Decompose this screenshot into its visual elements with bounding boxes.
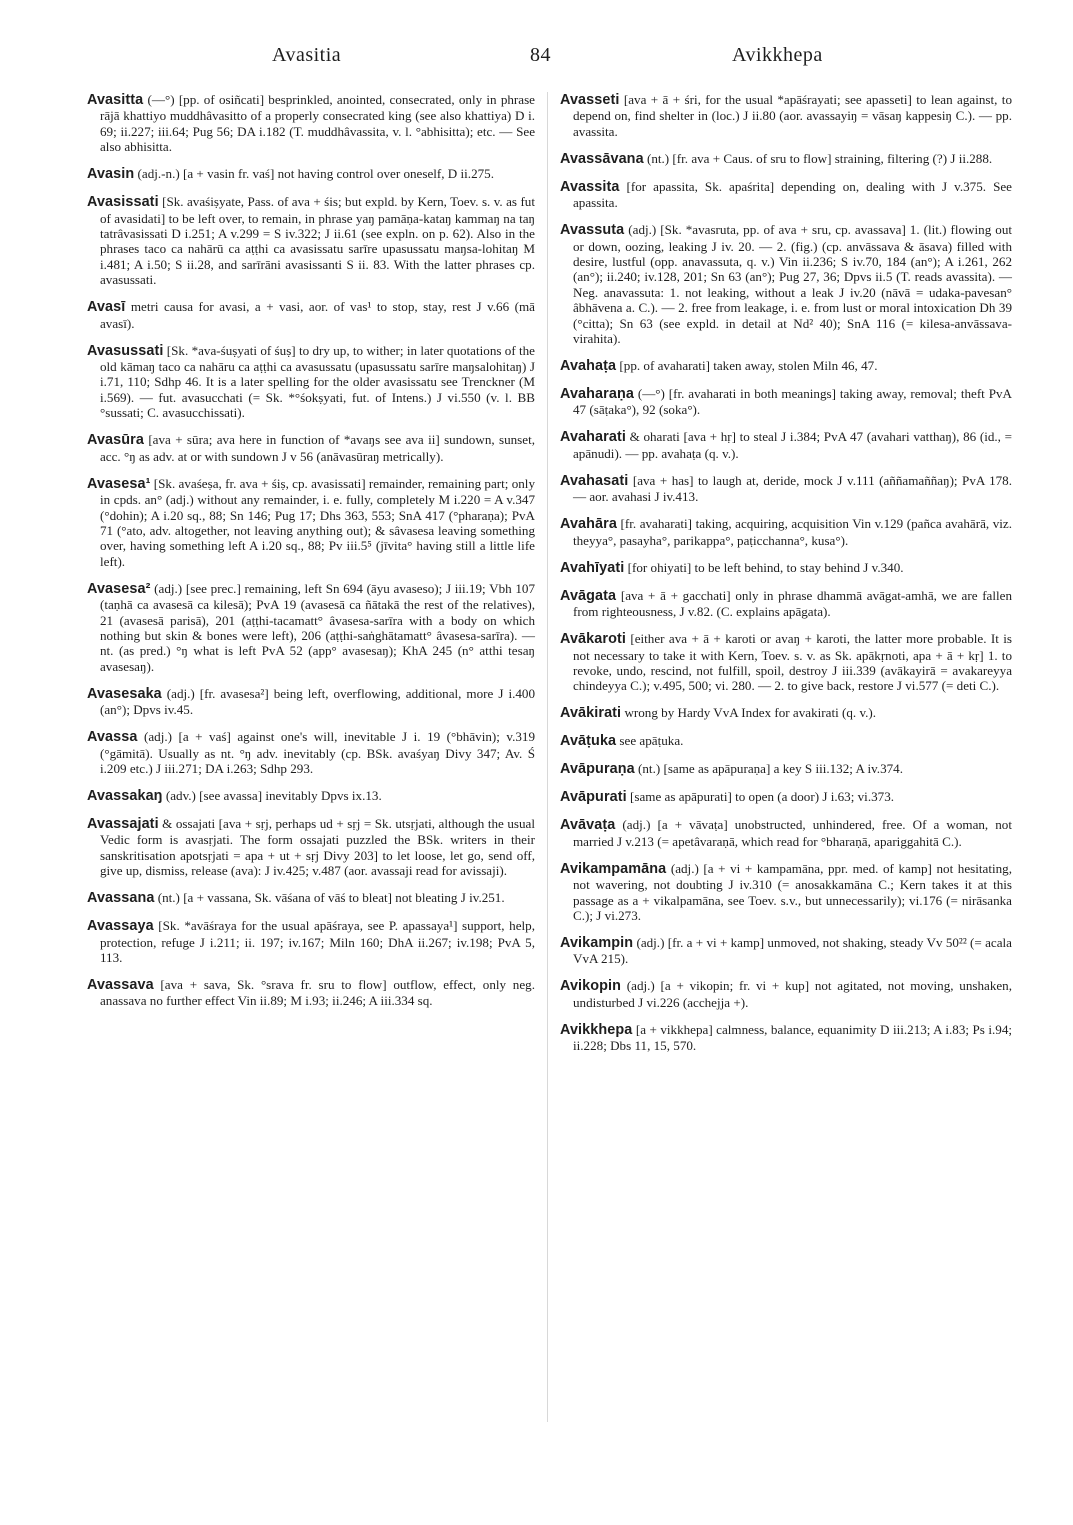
entry-headword: Avahasati bbox=[560, 472, 629, 489]
entry-definition: (nt.) [a + vassana, Sk. vāśana of vāś to bleat] not bleating J iv.251. bbox=[154, 890, 505, 906]
entry-definition: (adj.) [fr. a + vi + kamp] unmoved, not shaking, steady Vv 50²² (= acala VvA 215). bbox=[573, 934, 1012, 967]
entry-headword: Avaharati bbox=[560, 429, 626, 446]
entry-headword: Avassava bbox=[87, 977, 154, 993]
entry-definition: [for apassita, Sk. apaśrita] depending on, dealing with J v.375. See apassita. bbox=[573, 178, 1012, 211]
dictionary-entry bbox=[87, 194, 535, 287]
dictionary-entry bbox=[560, 429, 1012, 461]
entry-definition: [for ohiyati] to be left behind, to stay behind J v.340. bbox=[624, 559, 904, 575]
entry-definition: (—°) [pp. of osiñcati] besprinkled, anointed, consecrated, only in phrase rājā khattiyo muddhâvasitto of a properly consecrated king (see also khattiya) D i. 69; ii.227; iii.64; Pug 56; DA i.182 (T. muddhâvassita, v. l. °abhisitta); etc. — See also abhisitta. bbox=[100, 92, 535, 155]
running-head-right: Avikkhepa bbox=[732, 44, 823, 66]
dictionary-entry bbox=[560, 516, 1012, 548]
entry-headword: Avasūra bbox=[87, 432, 144, 449]
entry-definition: & oharati [ava + hṛ] to steal J i.384; PvA 47 (avahari vatthaŋ), 86 (id., = apānudi). — pp. avahaṭa (q. v.). bbox=[573, 429, 1012, 461]
entry-definition: (adv.) [see avassa] inevitably Dpvs ix.13. bbox=[162, 787, 382, 803]
entry-headword: Avassana bbox=[87, 890, 155, 907]
entry-headword: Avasussati bbox=[87, 342, 164, 359]
entry-definition: wrong by Hardy VvA Index for avakirati (q. v.). bbox=[621, 705, 877, 721]
dictionary-entry bbox=[87, 432, 535, 464]
dictionary-entry bbox=[560, 631, 1012, 694]
dictionary-entry bbox=[87, 816, 535, 879]
dictionary-entry bbox=[560, 1022, 1012, 1054]
dictionary-entry bbox=[560, 358, 1012, 374]
entry-headword: Avahāra bbox=[560, 516, 617, 533]
entry-headword: Avaharaṇa bbox=[560, 386, 634, 403]
entry-definition: (adj.) [fr. avasesa²] being left, overflowing, additional, more J i.400 (an°); Dpvs iv.45. bbox=[100, 685, 535, 718]
entry-definition: (nt.) [same as apāpuraṇa] a key S iii.132; A iv.374. bbox=[634, 761, 903, 777]
entry-headword: Avassuta bbox=[560, 222, 625, 239]
entry-headword: Avāṭuka bbox=[560, 733, 617, 750]
dictionary-entry bbox=[87, 686, 535, 718]
entry-definition: [pp. of avaharati] taken away, stolen Miln 46, 47. bbox=[616, 358, 878, 374]
entry-definition: [Sk. avaśeṣa, fr. ava + śiṣ, cp. avasissati] remainder, remaining part; only in cpds. an° (adj.) without any remainder, i. e. fully, completely M i.220 = A v.347 (°dohin); A i.20 sq., 88; Sn 146; Pug 17; Dhs 363, 553; SnA 417 (°pharaṇa); PvA 71 (°ato, adv. altogether, not leaving anything out); & sâvasesa leaving something over, having something left A i.20 sq., 88; Pv iii.5⁵ (jīvita° having still a little life left). bbox=[100, 475, 535, 569]
entry-headword: Avikopin bbox=[560, 978, 622, 995]
entry-headword: Avasesa² bbox=[87, 580, 151, 597]
entry-definition: [ava + sava, Sk. °srava fr. sru to flow] outflow, effect, only neg. anassava no further effect Vin ii.89; M i.93; ii.246; A iii.334 sq. bbox=[100, 977, 535, 1009]
entry-headword: Avikampin bbox=[560, 934, 634, 951]
dictionary-entry bbox=[87, 92, 535, 155]
right-column bbox=[560, 92, 1012, 1065]
entry-definition: (—°) [fr. avaharati in both meanings] taking away, removal; theft PvA 47 (sāṭaka°), 92 (soka°). bbox=[573, 386, 1012, 418]
dictionary-entry bbox=[87, 977, 535, 1009]
entry-headword: Avākirati bbox=[560, 705, 622, 722]
page-number: 84 bbox=[530, 44, 551, 66]
entry-headword: Avāpuraṇa bbox=[560, 761, 635, 778]
entry-definition: (adj.) [Sk. *avasruta, pp. of ava + sru, cp. avassava] 1. (lit.) flowing out or down, oozing, leaking J iv. 20. — 2. (fig.) (cp. anvāssava & āsava) filled with desire, lustful (opp. anavassuta, q. v.) Vin ii.236; S iv.70, 184 (an°); A i.261, 262 (an°); ii.240; iv.128, 201; Sn 63 (an°); Pug 27, 36; Dpvs ii.5 (T. reads avassita). — Neg. anavassuta: 1. not leaking, without a leak J iv.20 (nāvā = udaka-pavesan° âbhāvena a. C.). — 2. free from leakage, i. e. from lust or moral intoxication Dh 39 (°citta); Sn 63 (see expld. in detail at Nd² 40); SnA 116 (= kilesa-anvāssava-virahita). bbox=[573, 222, 1012, 347]
left-column bbox=[87, 92, 535, 1020]
dictionary-entry bbox=[87, 788, 535, 804]
entry-definition: see apāṭuka. bbox=[616, 733, 684, 749]
dictionary-entry bbox=[560, 789, 1012, 805]
dictionary-entry bbox=[87, 343, 535, 421]
dictionary-entry bbox=[87, 476, 535, 569]
dictionary-entry bbox=[560, 560, 1012, 576]
entry-headword: Avasseti bbox=[560, 92, 620, 108]
entry-headword: Avassa bbox=[87, 729, 138, 746]
entry-definition: (adj.) [see prec.] remaining, left Sn 694 (āyu avaseso); J iii.19; Vbh 107 (taṇhā ca avasesā ca kilesā); PvA 19 (avasesā ca ñātakā the rest of the relatives), 21 (avasesā parisā), 201 (aṭṭhi-tacamatt° âvasesa-sarīra with a body on which nothing but skin & bones were left), 206 (aṭṭhi-saṅghātamatt° âvasesa-sarīra). — nt. (as pred.) °ŋ what is left PvA 52 (app° avasesaŋ); KhA 245 (n° atthi tesaŋ avasesaŋ). bbox=[100, 580, 535, 674]
dictionary-entry bbox=[87, 581, 535, 674]
entry-definition: [Sk. *avāśraya for the usual apāśraya, see P. apassaya¹] support, help, protection, refuge J i.211; ii. 197; iv.167; Miln 160; DhA ii.267; iv.198; PvA 5, 113. bbox=[100, 918, 535, 965]
dictionary-entry bbox=[560, 733, 1012, 749]
entry-headword: Avassajati bbox=[87, 815, 159, 832]
entry-headword: Avāvaṭa bbox=[560, 817, 616, 834]
entry-definition: (adj.) [a + vaś] against one's will, inevitable J i. 19 (°bhāvin); v.319 (°gāmitā). Usually as nt. °ŋ adv. inevitably (cp. BSk. avaśyaŋ Divy 347; Av. Ś i.209 etc.) J iii.271; DA i.263; Sdhp 293. bbox=[100, 729, 535, 776]
entry-headword: Avahīyati bbox=[560, 559, 625, 576]
entry-headword: Avikkhepa bbox=[560, 1021, 633, 1038]
dictionary-entry bbox=[560, 935, 1012, 967]
dictionary-entry bbox=[87, 166, 535, 182]
entry-headword: Avasitta bbox=[87, 92, 144, 108]
entry-definition: [same as apāpurati] to open (a door) J i.63; vi.373. bbox=[626, 789, 895, 805]
entry-headword: Avasesaka bbox=[87, 685, 162, 702]
entry-definition: [ava + sūra; ava here in function of *avaŋs see ava ii] sundown, sunset, acc. °ŋ as adv. at or with sundown J v 56 (anāvasūraŋ metrically). bbox=[100, 432, 535, 464]
entry-headword: Avassaya bbox=[87, 918, 154, 935]
dictionary-entry bbox=[87, 299, 535, 331]
entry-definition: [fr. avaharati] taking, acquiring, acquisition Vin v.129 (pañca avahārā, viz. theyya°, pasayha°, parikappa°, paṭicchanna°, kusa°). bbox=[573, 516, 1012, 548]
entry-definition: [ava + has] to laugh at, deride, mock J v.111 (aññamaññaŋ); PvA 178. — aor. avahasi J iv.413. bbox=[573, 472, 1012, 505]
column-divider bbox=[547, 92, 548, 1422]
dictionary-entry bbox=[87, 890, 535, 906]
entry-definition: [a + vikkhepa] calmness, balance, equanimity D iii.213; A i.83; Ps i.94; ii.228; Dbs 11, 15, 570. bbox=[573, 1021, 1012, 1054]
dictionary-entry bbox=[560, 473, 1012, 505]
dictionary-entry bbox=[560, 588, 1012, 620]
entry-headword: Avāgata bbox=[560, 587, 617, 604]
entry-definition: [ava + ā + gacchati] only in phrase dhammā avāgat-amhā, we are fallen from righteousness, J v.82. (C. explains apāgata). bbox=[573, 587, 1012, 620]
entry-headword: Avikampamāna bbox=[560, 860, 667, 877]
dictionary-entry bbox=[560, 861, 1012, 924]
dictionary-entry bbox=[560, 978, 1012, 1010]
dictionary-entry bbox=[560, 222, 1012, 346]
entry-definition: (adj.) [a + vikopin; fr. vi + kup] not agitated, not moving, unshaken, undisturbed J vi.226 (acchejja +). bbox=[573, 978, 1012, 1010]
dictionary-entry bbox=[560, 151, 1012, 167]
dictionary-entry bbox=[560, 705, 1012, 721]
entry-definition: (adj.) [a + vi + kampamāna, ppr. med. of kamp] not hesitating, not wavering, not doubting J iv.310 (= anosakkamāna C.; Kern takes it at this passage as a + vikalpamāna, see Toev. s.v., but unnecessarily); vi.176 (= nirāsanka C.); J vi.273. bbox=[573, 860, 1012, 923]
entry-headword: Avasin bbox=[87, 166, 135, 183]
entry-headword: Avasissati bbox=[87, 194, 159, 211]
dictionary-entry bbox=[560, 761, 1012, 777]
running-head-left: Avasitia bbox=[272, 44, 342, 66]
dictionary-entry bbox=[87, 729, 535, 776]
dictionary-entry bbox=[560, 179, 1012, 211]
entry-definition: [ava + ā + śri, for the usual *apāśrayati; see apasseti] to lean against, to depend on, find shelter in (loc.) J ii.80 (aor. avassayiŋ = vāsaŋ kappesiŋ C.). — pp. avassita. bbox=[573, 92, 1012, 139]
entry-headword: Avasī bbox=[87, 299, 126, 316]
entry-definition: [Sk. avaśiṣyate, Pass. of ava + śis; but expld. by Kern, Toev. s. v. as fut of avasidati] to be left over, to remain, in phrase yaŋ pamāṇa-kataŋ kammaŋ na taŋ tatrâvasissati D i.251; A v.299 = S iv.322; J ii.61 (see expln. on p. 62). Also in the phrases taco ca nahārū ca aṭṭhi ca avasissatu sarīre upasussatu maŋsa-lohitaŋ M i.481; A i.50; S ii.28, and sarīrāni avasissanti S ii. 83. With the latter phrases cp. avasussati. bbox=[100, 194, 535, 288]
entry-headword: Avākaroti bbox=[560, 631, 626, 648]
dictionary-entry bbox=[87, 918, 535, 965]
entry-headword: Avāpurati bbox=[560, 789, 627, 806]
entry-headword: Avahaṭa bbox=[560, 358, 617, 375]
entry-definition: (nt.) [fr. ava + Caus. of sru to flow] straining, filtering (?) J ii.288. bbox=[643, 150, 993, 166]
entry-definition: (adj.-n.) [a + vasin fr. vaś] not having control over oneself, D ii.275. bbox=[134, 166, 494, 182]
dictionary-entry bbox=[560, 386, 1012, 418]
entry-definition: [Sk. *ava-śuṣyati of śuṣ] to dry up, to wither; in later quotations of the old kāmaŋ taco ca nahāru ca aṭṭhi ca avasussatu (upasussatu sarīre maŋsalohitaŋ) J i.71, 110; Sdhp 46. It is a later spelling for the older avasissatu see Trenckner (M i.569). — fut. avasucchati (= Sk. *°śokṣyati, fut. of Intens.) J vi.550 (v. l. BB °sussati; C. avasucchissati). bbox=[100, 342, 535, 421]
entry-headword: Avassita bbox=[560, 178, 620, 195]
dictionary-entry bbox=[560, 817, 1012, 849]
entry-headword: Avasesa¹ bbox=[87, 475, 151, 492]
entry-definition: metri causa for avasi, a + vasi, aor. of vas¹ to stop, stay, rest J v.66 (mā avasī). bbox=[100, 299, 535, 331]
entry-definition: (adj.) [a + vāvaṭa] unobstructed, unhindered, free. Of a woman, not married J v.213 (= apetâvaraṇā, which read for °bharaṇā, apariggahitā C.). bbox=[573, 817, 1012, 849]
dictionary-entry bbox=[560, 92, 1012, 139]
entry-headword: Avassakaŋ bbox=[87, 787, 163, 804]
entry-definition: & ossajati [ava + sṛj, perhaps ud + sṛj = Sk. utsṛjati, although the usual Vedic form is avasṛjati. The form ossajati puzzled the BSk. writers in their sanskritisation apotsṛjati = apa + ut + sṛj Divy 203] to let loose, let go, send off, give up, dismiss, release (ava): J iv.425; v.487 (aor. avassaji read for avissaji). bbox=[100, 815, 535, 879]
entry-headword: Avassāvana bbox=[560, 150, 644, 167]
entry-definition: [either ava + ā + karoti or avaŋ + karoti, the latter more probable. It is not necessary to take it with Kern, Toev. s. v. as Sk. apākṛnoti, apa + ā + kṛ] 1. to revoke, undo, rescind, not fulfill, spoil, destroy J iii.339 (avākayirā = avakareyya chindeyya C.); v.495, 500; vi. 280. — 2. to give back, restore J vi.577 (= deti C.). bbox=[573, 631, 1012, 694]
